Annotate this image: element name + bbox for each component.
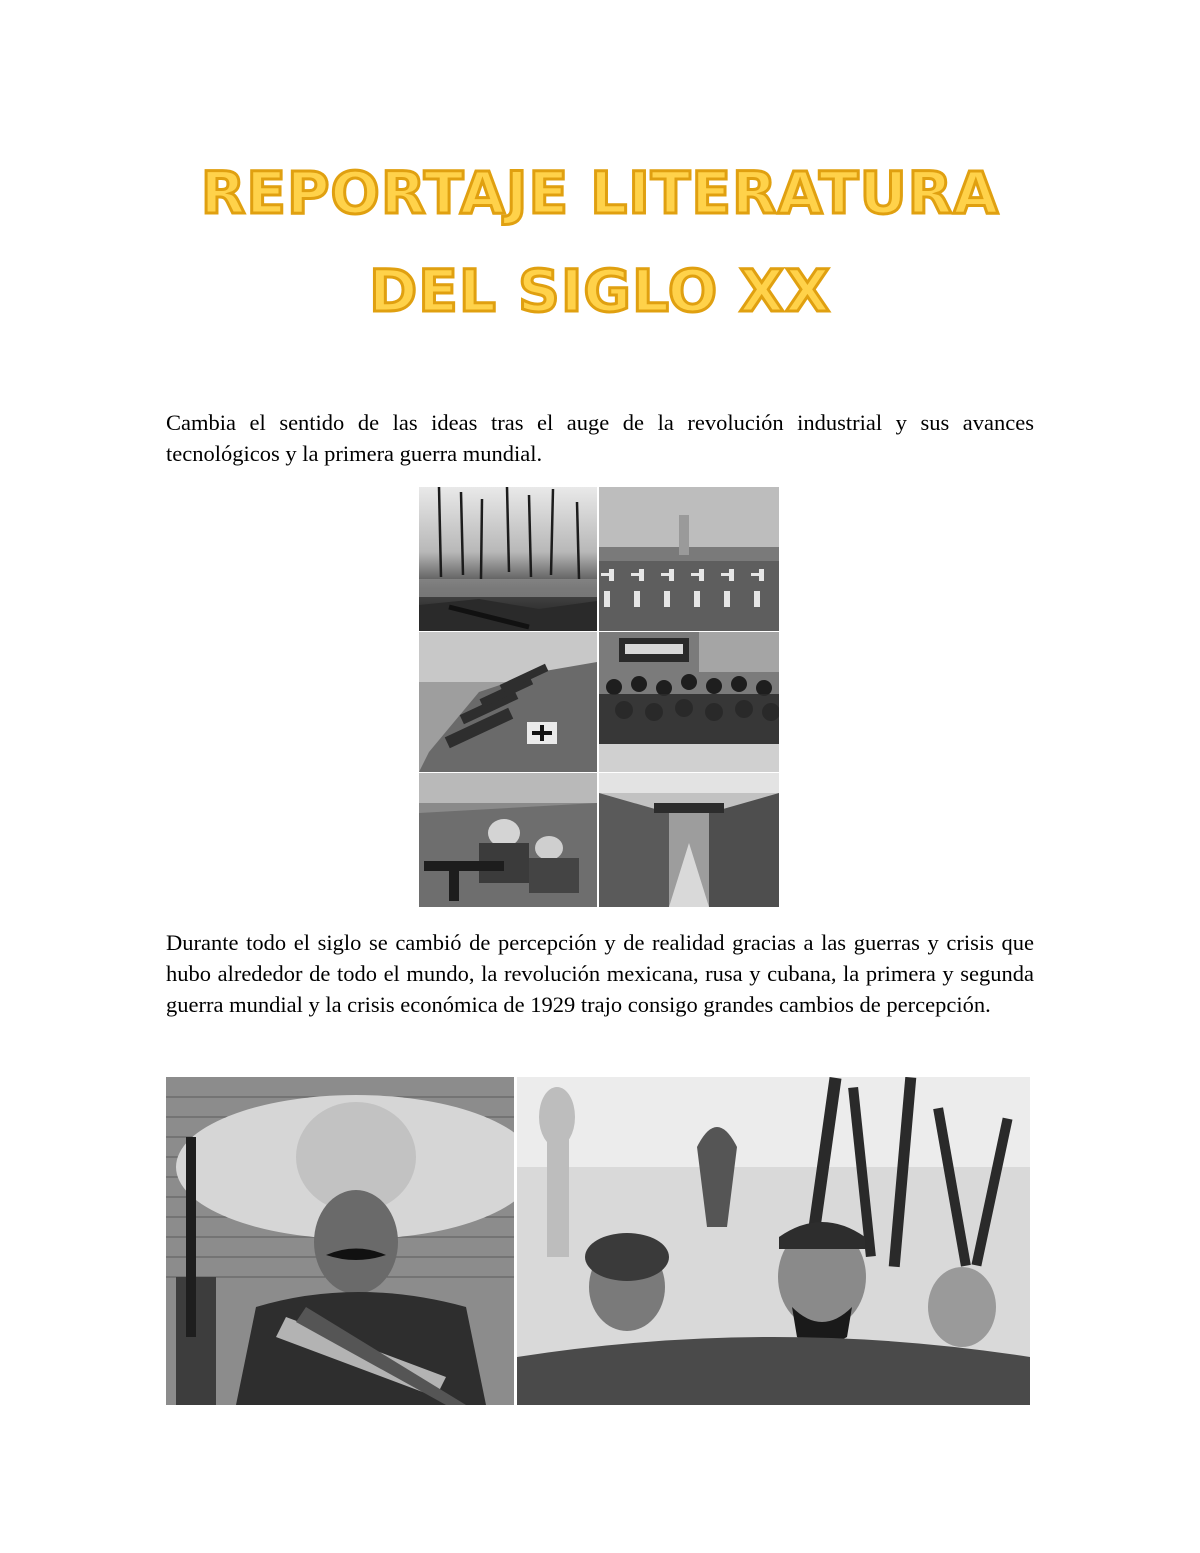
wwi-photo-collage — [419, 487, 779, 907]
biplanes-photo — [419, 632, 597, 772]
revolution-photos — [166, 1077, 1030, 1405]
paragraph-intro: Cambia el sentido de las ideas tras el auge de la revolución industrial y sus avances tecnológicos y la primera guerra mundial. — [166, 410, 1034, 466]
mexican-revolutionary-photo — [166, 1077, 514, 1405]
gas-mask-soldiers-photo — [419, 773, 597, 907]
battlefield-trees-photo — [419, 487, 597, 631]
document-title-line1: REPORTAJE LITERATURA — [200, 159, 1000, 227]
paragraph-century-changes: Durante todo el siglo se cambió de percepción y de realidad gracias a las guerras y crisis que hubo alrededor de todo el mundo, la revolución mexicana, rusa y cubana, la primera y segunda guerra mundial y la crisis económica de 1929 trajo consigo grandes cambios de percepción. — [166, 930, 1034, 1017]
trench-photo — [599, 773, 779, 907]
crowd-revolution-photo — [599, 632, 779, 772]
cuban-revolutionaries-photo — [517, 1077, 1030, 1405]
document-title-line2: DEL SIGLO XX — [369, 257, 831, 325]
war-cemetery-photo — [599, 487, 779, 631]
